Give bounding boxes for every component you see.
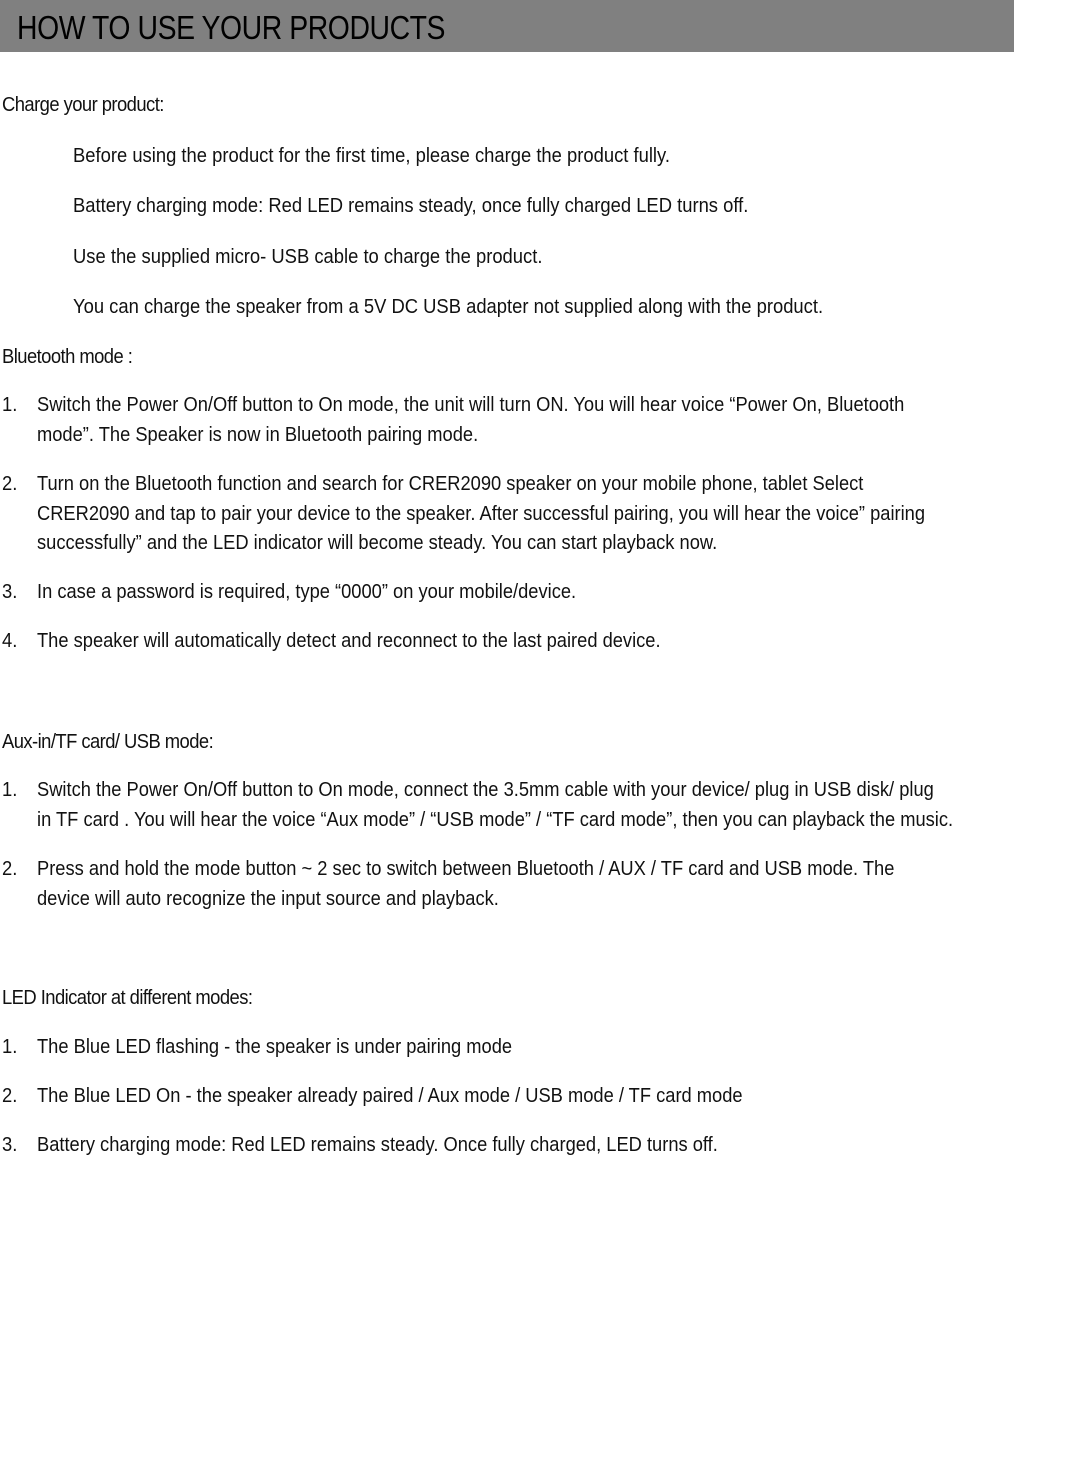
step-line: successfully” and the LED indicator will become steady. You can start playback now. <box>37 532 718 554</box>
step-line: The Blue LED flashing - the speaker is under pairing mode <box>37 1036 513 1058</box>
step-text <box>37 627 1044 657</box>
step-number: 3. <box>2 1134 18 1156</box>
step-number: 1. <box>2 394 18 416</box>
step-line: CRER2090 and tap to pair your device to the speaker. After successful pairing, you will hear the voice” pairing <box>37 502 926 525</box>
step-number: 2. <box>2 858 18 880</box>
step-number: 3. <box>2 581 18 603</box>
step-text <box>37 1082 1044 1112</box>
step-number: 1. <box>2 779 18 801</box>
charge-line: Use the supplied micro- USB cable to charge the product. <box>73 246 543 268</box>
step-line: Battery charging mode: Red LED remains steady. Once fully charged, LED turns off. <box>37 1134 718 1156</box>
led-heading: LED Indicator at different modes: <box>2 987 253 1009</box>
bluetooth-heading: Bluetooth mode : <box>2 346 133 368</box>
step-text <box>37 1131 1044 1161</box>
step-text <box>37 855 1044 914</box>
step-line: device will auto recognize the input source and playback. <box>37 887 499 910</box>
step-number: 1. <box>2 1036 18 1058</box>
charge-line: Battery charging mode: Red LED remains steady, once fully charged LED turns off. <box>73 195 749 217</box>
step-text <box>37 391 1044 450</box>
step-text <box>37 1033 1044 1063</box>
title-banner <box>0 0 1014 52</box>
step-number: 2. <box>2 1085 18 1107</box>
aux-heading: Aux-in/TF card/ USB mode: <box>2 731 214 753</box>
page-title: HOW TO USE YOUR PRODUCTS <box>17 9 446 46</box>
step-text <box>37 470 1044 559</box>
step-line: The speaker will automatically detect and reconnect to the last paired device. <box>37 630 661 652</box>
step-line: Switch the Power On/Off button to On mode, the unit will turn ON. You will hear voice “Power On, Bluetooth <box>37 394 905 416</box>
step-text <box>37 578 1044 608</box>
charge-line: Before using the product for the first time, please charge the product fully. <box>73 145 670 167</box>
step-number: 4. <box>2 630 18 652</box>
step-line: Turn on the Bluetooth function and search for CRER2090 speaker on your mobile phone, tablet Select <box>37 473 864 495</box>
step-number: 2. <box>2 473 18 495</box>
step-line: Press and hold the mode button ~ 2 sec to switch between Bluetooth / AUX / TF card and USB mode. The <box>37 858 895 880</box>
step-line: In case a password is required, type “0000” on your mobile/device. <box>37 581 577 603</box>
step-line: Switch the Power On/Off button to On mode, connect the 3.5mm cable with your device/ plug in USB disk/ plug <box>37 779 934 801</box>
charge-heading: Charge your product: <box>2 94 164 116</box>
step-line: in TF card . You will hear the voice “Aux mode” / “USB mode” / “TF card mode”, then you can playback the music. <box>37 808 954 831</box>
step-text <box>37 776 1044 835</box>
charge-line: You can charge the speaker from a 5V DC USB adapter not supplied along with the product. <box>73 296 824 318</box>
step-line: mode”. The Speaker is now in Bluetooth pairing mode. <box>37 423 479 446</box>
step-line: The Blue LED On - the speaker already paired / Aux mode / USB mode / TF card mode <box>37 1085 743 1107</box>
